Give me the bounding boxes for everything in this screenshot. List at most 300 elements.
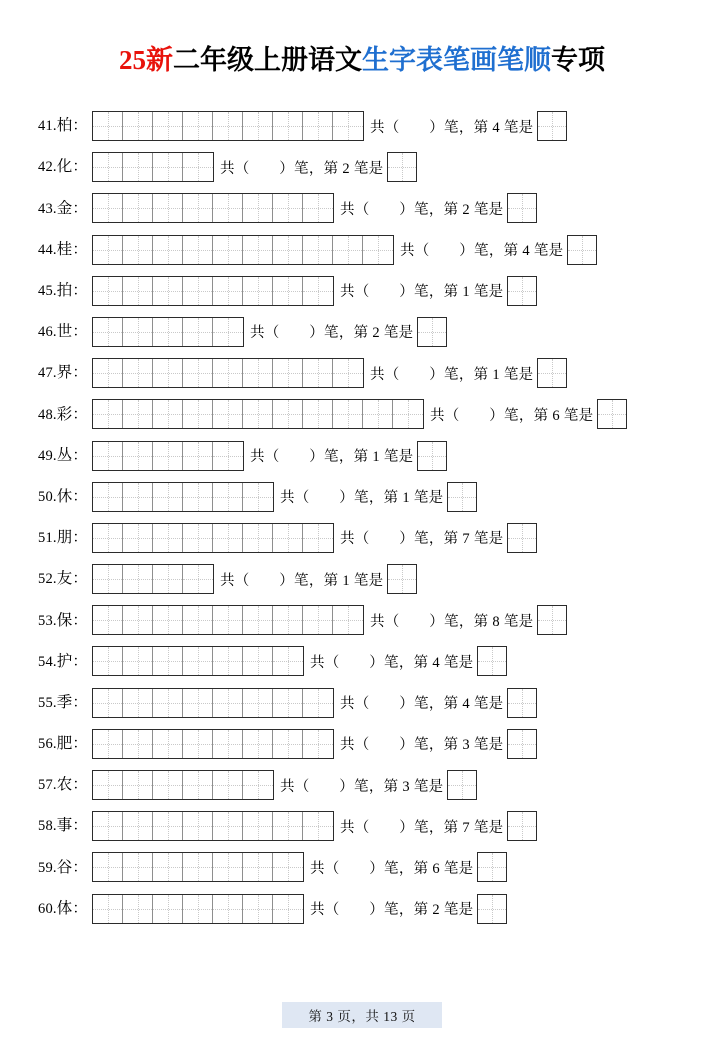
stroke-practice-grid[interactable] bbox=[92, 111, 364, 141]
stroke-cell[interactable] bbox=[243, 689, 273, 717]
question-row bbox=[38, 395, 704, 433]
stroke-cell[interactable] bbox=[333, 236, 363, 264]
nth-stroke-prompt: ）笔，第 bbox=[279, 572, 339, 589]
stroke-cell[interactable] bbox=[183, 895, 213, 923]
question-text bbox=[370, 116, 533, 137]
question-colon: ： bbox=[72, 447, 88, 464]
question-text bbox=[280, 486, 443, 507]
stroke-is-label: 笔是 bbox=[473, 201, 504, 218]
stroke-cell[interactable] bbox=[243, 606, 273, 634]
answer-box[interactable] bbox=[507, 688, 537, 718]
stroke-is-label: 笔是 bbox=[473, 696, 504, 713]
question-label bbox=[38, 695, 92, 711]
total-strokes-blank[interactable] bbox=[400, 120, 430, 136]
total-strokes-blank[interactable] bbox=[280, 449, 310, 465]
stroke-cell[interactable] bbox=[123, 606, 153, 634]
stroke-cell[interactable] bbox=[213, 812, 243, 840]
stroke-cell[interactable] bbox=[123, 400, 153, 428]
stroke-cell[interactable] bbox=[153, 483, 183, 511]
question-colon: ： bbox=[72, 365, 88, 382]
total-strokes-prompt: 共（ bbox=[220, 160, 250, 177]
stroke-cell[interactable] bbox=[123, 812, 153, 840]
stroke-cell[interactable] bbox=[93, 318, 123, 346]
stroke-cell[interactable] bbox=[393, 400, 423, 428]
total-strokes-blank[interactable] bbox=[340, 655, 370, 671]
question-row bbox=[38, 148, 704, 186]
stroke-cell[interactable] bbox=[153, 112, 183, 140]
nth-stroke-prompt: ）笔，第 bbox=[369, 860, 429, 877]
stroke-cell[interactable] bbox=[93, 277, 123, 305]
answer-box[interactable] bbox=[597, 399, 627, 429]
stroke-practice-grid[interactable] bbox=[92, 441, 244, 471]
stroke-cell[interactable] bbox=[93, 689, 123, 717]
stroke-cell[interactable] bbox=[123, 524, 153, 552]
stroke-is-label: 笔是 bbox=[353, 160, 384, 177]
answer-box[interactable] bbox=[447, 482, 477, 512]
stroke-practice-grid[interactable] bbox=[92, 564, 214, 594]
total-strokes-prompt: 共（ bbox=[400, 243, 430, 260]
stroke-practice-grid[interactable] bbox=[92, 235, 394, 265]
total-strokes-blank[interactable] bbox=[370, 737, 400, 753]
total-strokes-prompt: 共（ bbox=[370, 613, 400, 630]
question-character: 休 bbox=[56, 487, 73, 505]
question-character: 农 bbox=[56, 776, 73, 794]
stroke-practice-grid[interactable] bbox=[92, 646, 304, 676]
question-character: 季 bbox=[56, 693, 73, 711]
stroke-cell[interactable] bbox=[243, 236, 273, 264]
stroke-cell[interactable] bbox=[273, 606, 303, 634]
stroke-practice-grid[interactable] bbox=[92, 729, 334, 759]
question-row bbox=[38, 601, 704, 639]
stroke-cell[interactable] bbox=[153, 442, 183, 470]
stroke-cell[interactable] bbox=[183, 400, 213, 428]
question-text bbox=[340, 198, 503, 219]
stroke-cell[interactable] bbox=[183, 812, 213, 840]
answer-box[interactable] bbox=[507, 729, 537, 759]
total-strokes-blank[interactable] bbox=[370, 820, 400, 836]
question-colon: ： bbox=[72, 736, 88, 753]
total-strokes-blank[interactable] bbox=[460, 408, 490, 424]
stroke-cell[interactable] bbox=[273, 812, 303, 840]
answer-box[interactable] bbox=[507, 523, 537, 553]
stroke-cell[interactable] bbox=[153, 895, 183, 923]
stroke-cell[interactable] bbox=[93, 606, 123, 634]
question-character: 桂 bbox=[56, 240, 73, 258]
stroke-cell[interactable] bbox=[183, 524, 213, 552]
question-text bbox=[400, 239, 563, 260]
stroke-cell[interactable] bbox=[153, 194, 183, 222]
stroke-cell[interactable] bbox=[213, 771, 243, 799]
page-footer bbox=[0, 1002, 724, 1028]
stroke-cell[interactable] bbox=[273, 400, 303, 428]
question-index: 57. bbox=[38, 777, 57, 794]
stroke-cell[interactable] bbox=[123, 689, 153, 717]
total-strokes-prompt: 共（ bbox=[280, 490, 310, 507]
total-strokes-blank[interactable] bbox=[280, 325, 310, 341]
stroke-cell[interactable] bbox=[303, 689, 333, 717]
stroke-cell[interactable] bbox=[183, 647, 213, 675]
question-colon: ： bbox=[72, 200, 88, 217]
stroke-is-label: 笔是 bbox=[503, 613, 534, 630]
stroke-cell[interactable] bbox=[153, 647, 183, 675]
stroke-practice-grid[interactable] bbox=[92, 811, 334, 841]
stroke-cell[interactable] bbox=[273, 689, 303, 717]
nth-stroke-prompt: ）笔，第 bbox=[339, 490, 399, 507]
total-strokes-blank[interactable] bbox=[400, 614, 430, 630]
stroke-cell[interactable] bbox=[273, 647, 303, 675]
stroke-cell[interactable] bbox=[123, 483, 153, 511]
stroke-cell[interactable] bbox=[243, 812, 273, 840]
total-strokes-blank[interactable] bbox=[310, 779, 340, 795]
stroke-cell[interactable] bbox=[333, 606, 363, 634]
stroke-cell[interactable] bbox=[303, 236, 333, 264]
stroke-cell[interactable] bbox=[213, 318, 243, 346]
stroke-cell[interactable] bbox=[153, 524, 183, 552]
stroke-cell[interactable] bbox=[123, 895, 153, 923]
nth-stroke-prompt: ）笔，第 bbox=[429, 119, 489, 136]
question-index: 55. bbox=[38, 694, 57, 711]
stroke-cell[interactable] bbox=[213, 895, 243, 923]
stroke-cell[interactable] bbox=[93, 647, 123, 675]
total-strokes-blank[interactable] bbox=[370, 284, 400, 300]
stroke-cell[interactable] bbox=[183, 442, 213, 470]
stroke-cell[interactable] bbox=[213, 483, 243, 511]
stroke-is-label: 笔是 bbox=[443, 902, 474, 919]
stroke-cell[interactable] bbox=[213, 647, 243, 675]
stroke-cell[interactable] bbox=[183, 359, 213, 387]
stroke-cell[interactable] bbox=[213, 606, 243, 634]
nth-stroke-number: 7 bbox=[462, 531, 470, 548]
stroke-cell[interactable] bbox=[153, 400, 183, 428]
stroke-cell[interactable] bbox=[183, 771, 213, 799]
stroke-cell[interactable] bbox=[123, 236, 153, 264]
stroke-cell[interactable] bbox=[93, 853, 123, 881]
question-character: 丛 bbox=[56, 446, 73, 464]
stroke-cell[interactable] bbox=[93, 112, 123, 140]
question-character: 体 bbox=[56, 899, 73, 917]
stroke-cell[interactable] bbox=[93, 153, 123, 181]
stroke-cell[interactable] bbox=[123, 277, 153, 305]
question-text bbox=[310, 857, 473, 878]
question-character: 金 bbox=[56, 199, 73, 217]
title-segment-new: 25新 bbox=[119, 45, 173, 75]
question-character: 拍 bbox=[56, 282, 73, 299]
stroke-cell[interactable] bbox=[153, 565, 183, 593]
stroke-cell[interactable] bbox=[123, 565, 153, 593]
stroke-practice-grid[interactable] bbox=[92, 358, 364, 388]
question-label bbox=[38, 118, 92, 134]
stroke-cell[interactable] bbox=[93, 565, 123, 593]
nth-stroke-number: 1 bbox=[462, 284, 470, 301]
nth-stroke-prompt: ）笔，第 bbox=[369, 654, 429, 671]
answer-box[interactable] bbox=[447, 770, 477, 800]
stroke-cell[interactable] bbox=[333, 112, 363, 140]
question-index: 59. bbox=[38, 859, 57, 876]
stroke-cell[interactable] bbox=[183, 194, 213, 222]
stroke-cell[interactable] bbox=[93, 483, 123, 511]
answer-box[interactable] bbox=[537, 358, 567, 388]
stroke-cell[interactable] bbox=[243, 853, 273, 881]
stroke-cell[interactable] bbox=[123, 318, 153, 346]
stroke-practice-grid[interactable] bbox=[92, 317, 244, 347]
answer-box[interactable] bbox=[417, 441, 447, 471]
total-strokes-blank[interactable] bbox=[370, 202, 400, 218]
stroke-cell[interactable] bbox=[183, 853, 213, 881]
answer-box[interactable] bbox=[537, 605, 567, 635]
total-strokes-blank[interactable] bbox=[400, 367, 430, 383]
stroke-cell[interactable] bbox=[183, 153, 213, 181]
stroke-cell[interactable] bbox=[273, 524, 303, 552]
stroke-cell[interactable] bbox=[93, 400, 123, 428]
stroke-cell[interactable] bbox=[153, 606, 183, 634]
stroke-practice-grid[interactable] bbox=[92, 852, 304, 882]
nth-stroke-prompt: ）笔，第 bbox=[399, 819, 459, 836]
total-strokes-blank[interactable] bbox=[250, 573, 280, 589]
stroke-cell[interactable] bbox=[273, 194, 303, 222]
stroke-cell[interactable] bbox=[123, 730, 153, 758]
stroke-cell[interactable] bbox=[333, 359, 363, 387]
stroke-cell[interactable] bbox=[183, 606, 213, 634]
nth-stroke-number: 4 bbox=[492, 119, 500, 136]
stroke-cell[interactable] bbox=[363, 236, 393, 264]
stroke-cell[interactable] bbox=[153, 730, 183, 758]
stroke-cell[interactable] bbox=[153, 689, 183, 717]
stroke-is-label: 笔是 bbox=[353, 572, 384, 589]
stroke-cell[interactable] bbox=[213, 400, 243, 428]
question-row bbox=[38, 890, 704, 928]
stroke-cell[interactable] bbox=[303, 359, 333, 387]
stroke-cell[interactable] bbox=[93, 194, 123, 222]
stroke-practice-grid[interactable] bbox=[92, 193, 334, 223]
stroke-cell[interactable] bbox=[183, 318, 213, 346]
stroke-is-label: 笔是 bbox=[383, 325, 414, 342]
stroke-practice-grid[interactable] bbox=[92, 688, 334, 718]
stroke-cell[interactable] bbox=[333, 400, 363, 428]
stroke-practice-grid[interactable] bbox=[92, 152, 214, 182]
stroke-cell[interactable] bbox=[123, 853, 153, 881]
stroke-cell[interactable] bbox=[153, 236, 183, 264]
answer-box[interactable] bbox=[387, 152, 417, 182]
stroke-cell[interactable] bbox=[123, 359, 153, 387]
total-strokes-blank[interactable] bbox=[310, 490, 340, 506]
stroke-cell[interactable] bbox=[303, 812, 333, 840]
total-strokes-prompt: 共（ bbox=[280, 778, 310, 795]
stroke-cell[interactable] bbox=[123, 771, 153, 799]
stroke-cell[interactable] bbox=[243, 194, 273, 222]
stroke-cell[interactable] bbox=[213, 194, 243, 222]
stroke-cell[interactable] bbox=[243, 277, 273, 305]
stroke-cell[interactable] bbox=[93, 812, 123, 840]
stroke-cell[interactable] bbox=[243, 400, 273, 428]
question-row bbox=[38, 272, 704, 310]
stroke-cell[interactable] bbox=[273, 277, 303, 305]
stroke-cell[interactable] bbox=[243, 771, 273, 799]
answer-box[interactable] bbox=[477, 852, 507, 882]
question-row bbox=[38, 766, 704, 804]
stroke-practice-grid[interactable] bbox=[92, 276, 334, 306]
stroke-cell[interactable] bbox=[123, 112, 153, 140]
question-label bbox=[38, 159, 92, 175]
total-strokes-prompt: 共（ bbox=[340, 201, 370, 218]
stroke-cell[interactable] bbox=[303, 730, 333, 758]
total-strokes-prompt: 共（ bbox=[340, 696, 370, 713]
stroke-cell[interactable] bbox=[153, 771, 183, 799]
stroke-cell[interactable] bbox=[243, 730, 273, 758]
stroke-cell[interactable] bbox=[123, 194, 153, 222]
stroke-cell[interactable] bbox=[303, 524, 333, 552]
stroke-practice-grid[interactable] bbox=[92, 399, 424, 429]
answer-box[interactable] bbox=[567, 235, 597, 265]
stroke-cell[interactable] bbox=[153, 318, 183, 346]
stroke-cell[interactable] bbox=[183, 112, 213, 140]
nth-stroke-prompt: ）笔，第 bbox=[459, 243, 519, 260]
question-row bbox=[38, 848, 704, 886]
nth-stroke-prompt: ）笔，第 bbox=[399, 284, 459, 301]
stroke-cell[interactable] bbox=[93, 730, 123, 758]
question-character: 朋 bbox=[56, 529, 73, 547]
question-colon: ： bbox=[72, 900, 88, 917]
stroke-cell[interactable] bbox=[153, 812, 183, 840]
question-character: 柏 bbox=[56, 117, 73, 135]
total-strokes-prompt: 共（ bbox=[250, 449, 280, 465]
stroke-cell[interactable] bbox=[93, 771, 123, 799]
stroke-practice-grid[interactable] bbox=[92, 523, 334, 553]
stroke-cell[interactable] bbox=[213, 524, 243, 552]
stroke-cell[interactable] bbox=[243, 647, 273, 675]
stroke-cell[interactable] bbox=[183, 236, 213, 264]
total-strokes-blank[interactable] bbox=[430, 243, 460, 259]
stroke-cell[interactable] bbox=[243, 359, 273, 387]
stroke-practice-grid[interactable] bbox=[92, 605, 364, 635]
stroke-cell[interactable] bbox=[213, 236, 243, 264]
question-row bbox=[38, 478, 704, 516]
stroke-cell[interactable] bbox=[93, 524, 123, 552]
stroke-cell[interactable] bbox=[153, 153, 183, 181]
stroke-cell[interactable] bbox=[213, 442, 243, 470]
stroke-cell[interactable] bbox=[273, 730, 303, 758]
stroke-cell[interactable] bbox=[153, 853, 183, 881]
stroke-cell[interactable] bbox=[273, 236, 303, 264]
answer-box[interactable] bbox=[507, 276, 537, 306]
stroke-cell[interactable] bbox=[243, 524, 273, 552]
answer-box[interactable] bbox=[417, 317, 447, 347]
question-text bbox=[220, 569, 383, 590]
stroke-cell[interactable] bbox=[93, 236, 123, 264]
stroke-cell[interactable] bbox=[183, 277, 213, 305]
stroke-cell[interactable] bbox=[213, 689, 243, 717]
question-colon: ： bbox=[72, 818, 88, 835]
stroke-cell[interactable] bbox=[243, 112, 273, 140]
stroke-cell[interactable] bbox=[303, 194, 333, 222]
stroke-cell[interactable] bbox=[303, 112, 333, 140]
stroke-cell[interactable] bbox=[243, 483, 273, 511]
total-strokes-blank[interactable] bbox=[370, 696, 400, 712]
total-strokes-blank[interactable] bbox=[340, 861, 370, 877]
stroke-cell[interactable] bbox=[303, 277, 333, 305]
stroke-cell[interactable] bbox=[123, 442, 153, 470]
stroke-cell[interactable] bbox=[183, 565, 213, 593]
total-strokes-prompt: 共（ bbox=[370, 119, 400, 136]
question-row bbox=[38, 437, 704, 475]
stroke-cell[interactable] bbox=[243, 895, 273, 923]
nth-stroke-prompt: ）笔，第 bbox=[339, 778, 399, 795]
stroke-cell[interactable] bbox=[303, 606, 333, 634]
stroke-cell[interactable] bbox=[123, 647, 153, 675]
stroke-cell[interactable] bbox=[213, 359, 243, 387]
total-strokes-blank[interactable] bbox=[370, 531, 400, 547]
question-label bbox=[38, 571, 92, 587]
question-colon: ： bbox=[72, 406, 88, 423]
question-character: 谷 bbox=[56, 858, 73, 876]
nth-stroke-prompt: ）笔，第 bbox=[279, 160, 339, 177]
total-strokes-blank[interactable] bbox=[340, 902, 370, 918]
question-label bbox=[38, 530, 92, 546]
question-row bbox=[38, 560, 704, 598]
question-index: 50. bbox=[38, 488, 57, 505]
question-text bbox=[310, 898, 473, 919]
answer-box[interactable] bbox=[507, 193, 537, 223]
stroke-cell[interactable] bbox=[183, 730, 213, 758]
total-strokes-blank[interactable] bbox=[250, 161, 280, 177]
nth-stroke-prompt: ）笔，第 bbox=[369, 902, 429, 919]
question-row bbox=[38, 313, 704, 351]
nth-stroke-number: 1 bbox=[342, 572, 350, 589]
stroke-cell[interactable] bbox=[213, 730, 243, 758]
question-label bbox=[38, 324, 92, 340]
nth-stroke-prompt: ）笔，第 bbox=[429, 366, 489, 383]
stroke-cell[interactable] bbox=[303, 400, 333, 428]
stroke-cell[interactable] bbox=[273, 112, 303, 140]
stroke-cell[interactable] bbox=[93, 442, 123, 470]
nth-stroke-prompt: ）笔，第 bbox=[399, 201, 459, 218]
stroke-cell[interactable] bbox=[363, 400, 393, 428]
answer-box[interactable] bbox=[537, 111, 567, 141]
stroke-cell[interactable] bbox=[153, 359, 183, 387]
question-index: 45. bbox=[38, 283, 57, 299]
stroke-practice-grid[interactable] bbox=[92, 894, 304, 924]
stroke-is-label: 笔是 bbox=[413, 778, 444, 795]
answer-box[interactable] bbox=[387, 564, 417, 594]
answer-box[interactable] bbox=[477, 646, 507, 676]
question-index: 49. bbox=[38, 447, 57, 464]
stroke-practice-grid[interactable] bbox=[92, 482, 274, 512]
total-strokes-prompt: 共（ bbox=[310, 902, 340, 919]
stroke-cell[interactable] bbox=[273, 895, 303, 923]
stroke-cell[interactable] bbox=[93, 895, 123, 923]
answer-box[interactable] bbox=[507, 811, 537, 841]
stroke-cell[interactable] bbox=[213, 112, 243, 140]
stroke-practice-grid[interactable] bbox=[92, 770, 274, 800]
stroke-cell[interactable] bbox=[123, 153, 153, 181]
stroke-is-label: 笔是 bbox=[473, 284, 504, 301]
stroke-cell[interactable] bbox=[213, 853, 243, 881]
stroke-cell[interactable] bbox=[93, 359, 123, 387]
nth-stroke-number: 1 bbox=[492, 366, 500, 383]
question-label bbox=[38, 283, 92, 299]
answer-box[interactable] bbox=[477, 894, 507, 924]
stroke-is-label: 笔是 bbox=[413, 490, 444, 507]
stroke-cell[interactable] bbox=[273, 853, 303, 881]
question-label bbox=[38, 242, 92, 258]
stroke-cell[interactable] bbox=[273, 359, 303, 387]
stroke-cell[interactable] bbox=[153, 277, 183, 305]
question-text bbox=[370, 610, 533, 631]
stroke-cell[interactable] bbox=[183, 483, 213, 511]
stroke-cell[interactable] bbox=[183, 689, 213, 717]
title-segment-topic: 生字表笔画笔顺 bbox=[362, 45, 551, 75]
nth-stroke-number: 7 bbox=[462, 819, 470, 836]
stroke-cell[interactable] bbox=[213, 277, 243, 305]
